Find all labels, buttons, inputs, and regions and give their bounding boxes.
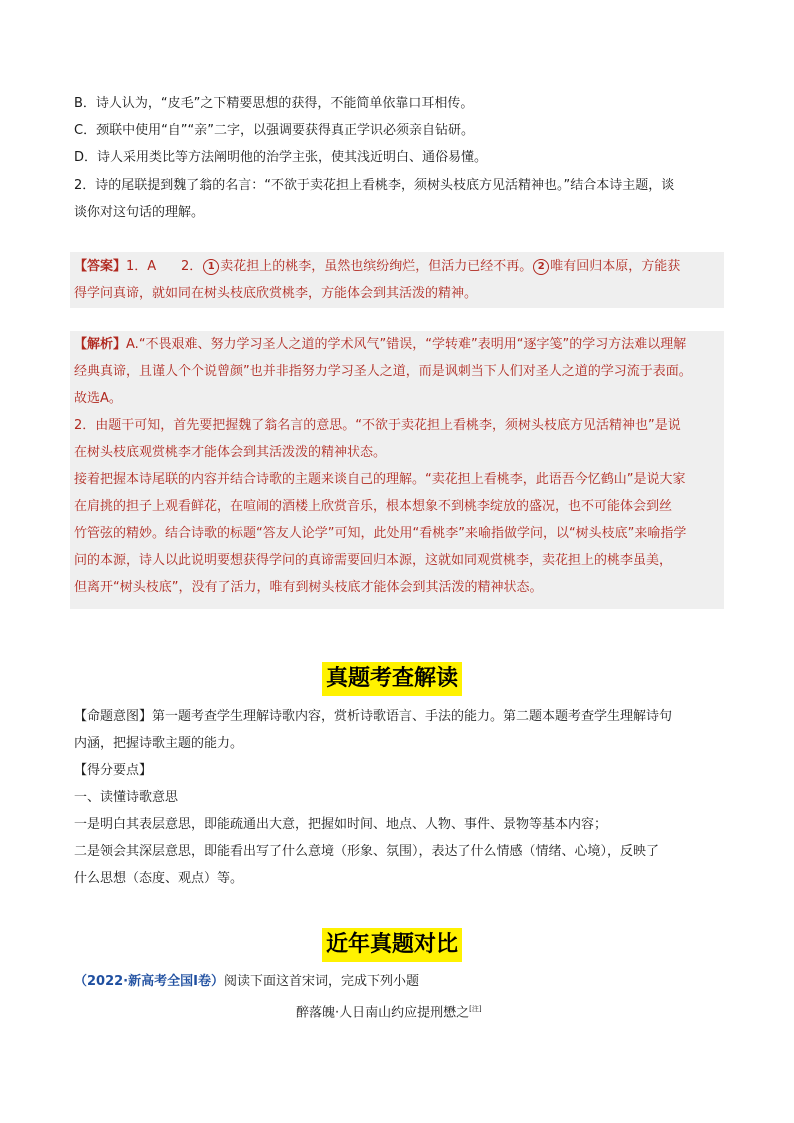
intent-line-1: 【命题意图】第一题考查学生理解诗歌内容，赏析诗歌语言、手法的能力。第二题本题考查学生理解诗句 (74, 709, 673, 724)
question-2-line-2: 谈你对这句话的理解。 (74, 205, 205, 220)
section-title-interpretation: 真题考查解读 (322, 662, 462, 696)
circled-number-1: 1 (203, 259, 219, 275)
option-c: C．颈联中使用“自”“亲”二字，以强调要获得真正学识必须亲自钻研。 (74, 123, 475, 138)
answer-1: 1．A (126, 259, 157, 274)
analysis-line-7: 在肩挑的担子上观看鲜花，在喧闹的酒楼上欣赏音乐，根本想象不到桃李绽放的盛况，也不可能体会到丝 (74, 499, 673, 514)
poem-note: [注] (469, 1005, 482, 1013)
analysis-line-1 (74, 335, 686, 355)
analysis-tag: 【解析】 (74, 337, 127, 352)
circled-number-2: 2 (533, 259, 549, 275)
analysis-line-3: 故选A。 (74, 391, 122, 406)
section-title-comparison: 近年真题对比 (322, 928, 462, 962)
analysis-line-2: 经典真谛，且谨人个个说曾颜”也并非指努力学习圣人之道，而是讽刺当下人们对圣人之道的学习流于表面。 (74, 364, 692, 379)
point-2-line-1: 二是领会其深层意思，即能看出写了什么意境（形象、氛围），表达了什么情感（情绪、心境），反映了 (74, 844, 660, 859)
exam-source: （2022·新高考全国Ⅰ卷） (74, 974, 224, 989)
answer-tag: 【答案】 (74, 259, 127, 274)
option-d: D．诗人采用类比等方法阐明他的治学主张，使其浅近明白、通俗易懂。 (74, 150, 488, 165)
answer-line-1 (74, 257, 680, 277)
poem-title-line (296, 999, 482, 1023)
answer-2-text-2: 唯有回归本原，方能获 (550, 259, 681, 274)
analysis-line-9: 问的本源，诗人以此说明要想获得学问的真谛需要回归本源，这就如同观赏桃李，卖花担上的桃李虽美， (74, 553, 673, 568)
analysis-line-4: 2．由题干可知，首先要把握魏了翁名言的意思。“不欲于卖花担上看桃李，须树头枝底方见活精神也”是说 (74, 418, 681, 433)
analysis-line-8: 竹管弦的精妙。结合诗歌的标题“答友人论学”可知，此处用“看桃李”来喻指做学问，以“树头枝底”来喻指学 (74, 526, 687, 541)
analysis-text-1: A.“不畏艰难、努力学习圣人之道的学术风气”错误，“学转难”表明用“逐字笺”的学习方法难以理解 (126, 337, 687, 352)
point-heading: 一、读懂诗歌意思 (74, 790, 179, 805)
scoring-points-tag: 【得分要点】 (74, 763, 153, 778)
analysis-line-5: 在树头枝底观赏桃李才能体会到其活泼泼的精神状态。 (74, 445, 387, 460)
poem-title: 醉落魄·人日南山约应提刑懋之 (296, 1005, 470, 1021)
answer-2-prefix: 2． (180, 259, 203, 274)
answer-2-text-1: 卖花担上的桃李，虽然也缤纷绚烂，但活力已经不再。 (220, 259, 533, 274)
intent-line-2: 内涵，把握诗歌主题的能力。 (74, 736, 244, 751)
option-b: B．诗人认为，“皮毛”之下精要思想的获得，不能简单依靠口耳相传。 (74, 96, 474, 111)
point-2-line-2: 什么思想（态度、观点）等。 (74, 871, 244, 886)
instruction: 阅读下面这首宋词，完成下列小题 (223, 974, 419, 989)
question-2-line-1: 2．诗的尾联提到魏了翁的名言：“不欲于卖花担上看桃李，须树头枝底方见活精神也。”结合本诗主题，谈 (74, 178, 675, 193)
exam-source-line (74, 972, 419, 992)
analysis-line-6: 接着把握本诗尾联的内容并结合诗歌的主题来谈自己的理解。“卖花担上看桃李，此语吾今忆鹤山”是说大家 (74, 472, 686, 487)
point-1: 一是明白其表层意思，即能疏通出大意，把握如时间、地点、人物、事件、景物等基本内容； (74, 817, 608, 832)
analysis-line-10: 但离开“树头枝底”，没有了活力，唯有到树头枝底才能体会到其活泼的精神状态。 (74, 580, 543, 595)
answer-line-2: 得学问真谛，就如同在树头枝底欣赏桃李，方能体会到其活泼的精神。 (74, 286, 478, 301)
